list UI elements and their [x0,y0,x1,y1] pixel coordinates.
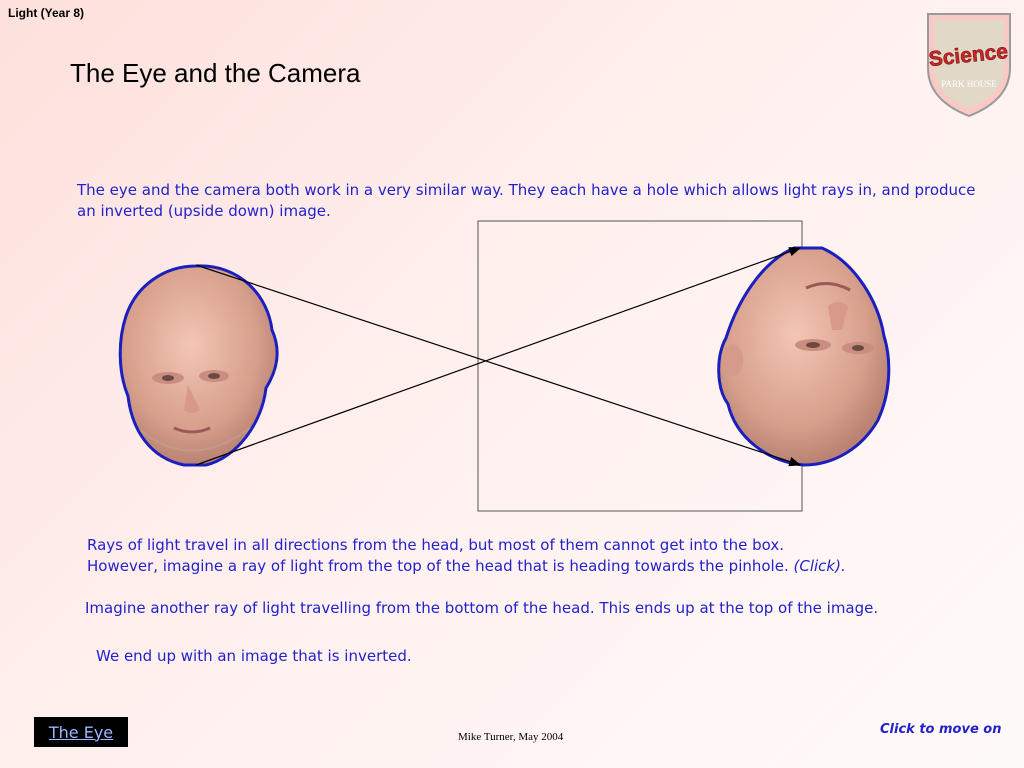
logo-subtext: PARK HOUSE [941,79,997,89]
ray-bottom-of-head [196,248,800,465]
conclusion-paragraph: We end up with an image that is inverted. [96,647,412,665]
object-head [120,266,277,465]
inverted-head [719,248,889,465]
rays-line-2-text: However, imagine a ray of light from the top of the head that is heading towards the pinhole. [87,557,789,575]
section-header: Light (Year 8) [8,6,85,20]
logo-text: Science [927,39,1010,72]
next-slide-link[interactable]: Click to move on [880,722,1002,737]
the-eye-link-button[interactable]: The Eye [34,717,128,747]
footer-credit: Mike Turner, May 2004 [458,731,564,743]
click-hint: (Click). [793,557,846,575]
rays-paragraph [87,535,967,577]
page-title: The Eye and the Camera [70,58,361,88]
rays-line-1: Rays of light travel in all directions from the head, but most of them cannot get into the box. [87,536,784,554]
rays-line-2 [87,556,967,577]
intro-paragraph: The eye and the camera both work in a very similar way. They each have a hole which allows light rays in, and produce an inverted (upside down) image. [77,181,976,220]
ray-top-of-head [196,265,800,465]
second-ray-paragraph: Imagine another ray of light travelling from the bottom of the head. This ends up at the top of the image. [85,599,879,617]
